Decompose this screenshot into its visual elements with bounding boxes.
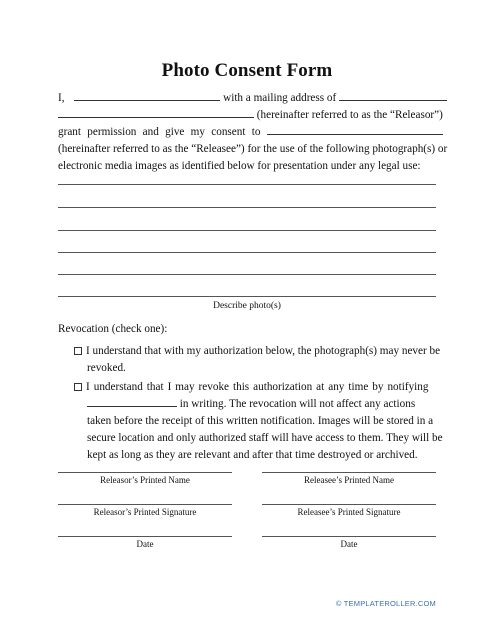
intro-line-3 <box>58 124 436 141</box>
describe-line-4[interactable] <box>58 252 436 253</box>
mailing-address-blank-2[interactable] <box>58 107 254 118</box>
releasor-name-blank[interactable] <box>74 90 220 101</box>
revocation-option-1 <box>74 343 441 377</box>
option-2-text: I understand that I may revoke this authorization at any time by notifying <box>86 381 429 393</box>
option-2-checkbox[interactable] <box>74 383 82 391</box>
option-2-text-2: in writing. The revocation will not affect any actions <box>179 398 416 410</box>
releasee-signature-caption: Releasee’s Printed Signature <box>297 507 401 517</box>
intro-i-label: I, <box>58 92 65 104</box>
intro-line-2 <box>58 107 443 124</box>
option-2-text-3: taken before the receipt of this written notification. Images will be stored in a <box>87 415 434 427</box>
describe-line-3[interactable] <box>58 230 436 231</box>
notify-party-blank[interactable] <box>87 396 177 407</box>
option-2-text-5: kept as long as they are relevant and after that time destroyed or archived. <box>87 449 418 461</box>
intro-line-4: (hereinafter referred to as the “Releasee”) for the use of the following photograph(s) or <box>58 143 448 155</box>
releasor-signature-line[interactable] <box>58 504 232 505</box>
describe-line-5[interactable] <box>58 274 436 275</box>
releasee-name-line[interactable] <box>262 472 436 473</box>
option-2-line-2 <box>74 396 436 413</box>
describe-line-6[interactable] <box>58 296 436 297</box>
mailing-address-blank[interactable] <box>339 90 447 101</box>
releasee-name-caption: Releasee’s Printed Name <box>304 475 394 485</box>
releasor-definition: (hereinafter referred to as the “Releasor”) <box>256 109 443 121</box>
intro-line-5: electronic media images as identified below for presentation under any legal use: <box>58 160 421 172</box>
releasor-date-caption: Date <box>136 539 154 549</box>
releasor-name-caption: Releasor’s Printed Name <box>100 475 190 485</box>
intro-paragraph <box>58 90 448 175</box>
footer-copyright[interactable]: © TEMPLATEROLLER.COM <box>335 599 436 608</box>
option-1-text-cont: revoked. <box>87 362 126 374</box>
describe-line-1[interactable] <box>58 184 436 185</box>
releasor-signature-caption: Releasor’s Printed Signature <box>93 507 197 517</box>
releasor-date-line[interactable] <box>58 536 232 537</box>
releasee-signature-line[interactable] <box>262 504 436 505</box>
releasee-name-blank[interactable] <box>267 124 443 135</box>
releasee-date-line[interactable] <box>262 536 436 537</box>
intro-line-1 <box>58 90 436 107</box>
describe-photos-caption: Describe photo(s) <box>213 301 281 311</box>
option-2-text-4: secure location and only authorized staff will have access to them. They will be <box>87 432 443 444</box>
releasee-date-caption: Date <box>340 539 358 549</box>
consent-label: grant permission and give my consent to <box>58 126 261 138</box>
option-1-checkbox[interactable] <box>74 347 82 355</box>
revocation-option-2 <box>74 379 443 464</box>
describe-line-2[interactable] <box>58 207 436 208</box>
revocation-heading: Revocation (check one): <box>58 323 168 335</box>
mailing-address-label: with a mailing address of <box>223 92 337 104</box>
releasor-name-line[interactable] <box>58 472 232 473</box>
option-1-text: I understand that with my authorization below, the photograph(s) may never be <box>86 345 441 357</box>
page-title: Photo Consent Form <box>161 60 333 81</box>
